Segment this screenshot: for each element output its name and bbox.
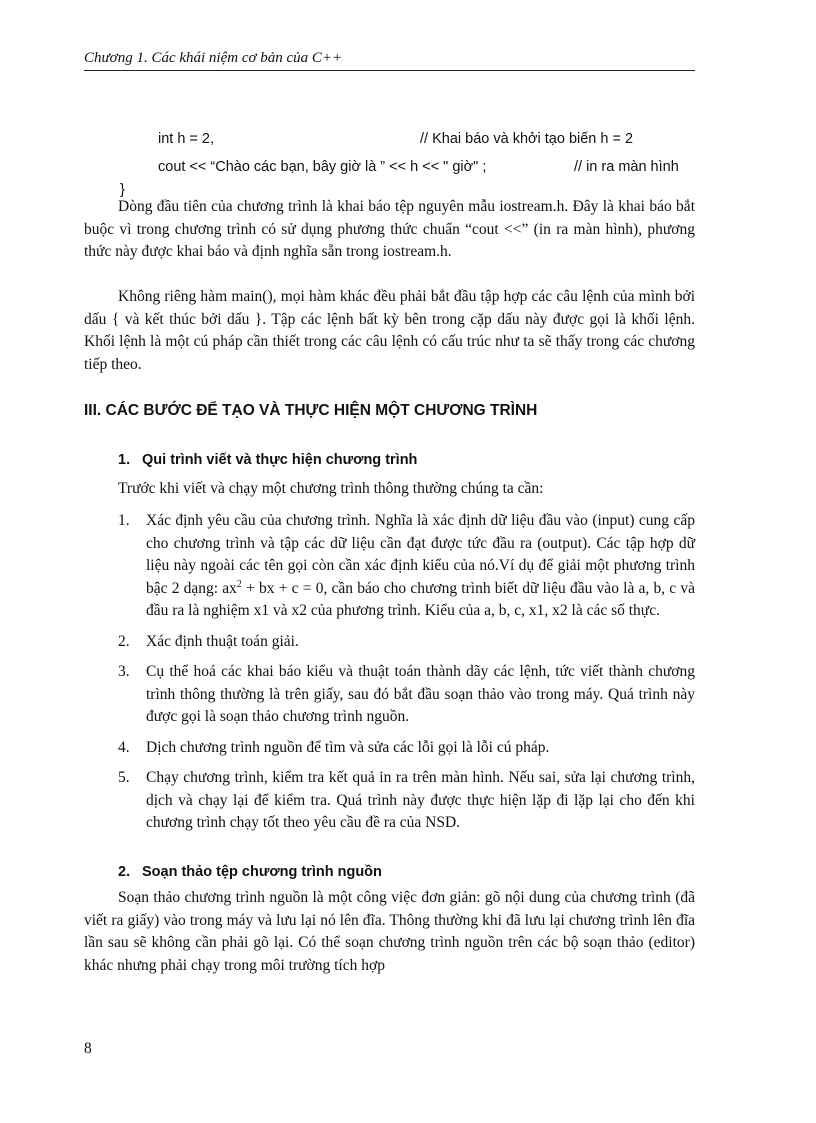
list-item-number: 2. (118, 632, 130, 650)
subsection-heading-2 (118, 864, 382, 880)
page-header (84, 46, 695, 71)
section-heading: III. CÁC BƯỚC ĐỂ TẠO VÀ THỰC HIỆN MỘT CHƯƠNG TRÌNH (84, 402, 538, 419)
list-item (118, 767, 695, 835)
list-item-text: Cụ thể hoá các khai báo kiểu và thuật toán thành dãy các lệnh, tức viết thành chương trình thông thường là trên giấy, sau đó bắt đầu soạn thảo vào trong máy. Quá trình này được gọi là soạn thảo chương trình nguồn. (146, 663, 695, 725)
chapter-title: Chương 1. Các khái niệm cơ bản của C++ (84, 50, 343, 66)
list-item-number: 3. (118, 663, 130, 680)
list-item (118, 510, 695, 623)
list-item (118, 631, 695, 654)
subsection-title-1: Qui trình viết và thực hiện chương trình (142, 452, 418, 468)
code-comment-2: // in ra màn hình (574, 159, 679, 175)
code-statement-1: int h = 2, (158, 131, 215, 147)
subsection-number-1: 1. (118, 452, 131, 468)
code-comment-1: // Khai báo và khởi tạo biến h = 2 (420, 131, 634, 147)
subsection-number-2: 2. (118, 864, 131, 880)
exponent: 2 (236, 578, 242, 590)
paragraph-iostream: Dòng đầu tiên của chương trình là khai báo tệp nguyên mẫu iostream.h. Đây là khai báo bắt buộc vì trong chương trình có sử dụng phương thức chuẩn “cout <<” (in ra màn hình), phương thức này được khai báo và định nghĩa sẵn trong iostream.h. (84, 198, 695, 260)
paragraph-source-editing: Soạn thảo chương trình nguồn là một công việc đơn giản: gõ nội dung của chương trình (đã viết ra giấy) vào trong máy và lưu lại nó lên đĩa. Thông thường khi đã lưu lại chương trình lên đĩa lần sau sẽ không cần phải gõ lại. Có thể soạn chương trình nguồn trên các bộ soạn thảo (editor) khác nhưng phải chạy trong môi trường tích hợp (84, 889, 695, 974)
list-item-text: Dịch chương trình nguồn để tìm và sửa các lỗi gọi là lỗi cú pháp. (146, 738, 550, 756)
subsection-heading-1 (118, 452, 417, 468)
list-item-number: 1. (118, 512, 130, 529)
list-item-text: Xác định yêu cầu của chương trình. Nghĩa là xác định dữ liệu đầu vào (input) cung cấp cho chương trình và tập các dữ liệu cần đạt được tức đầu ra (output). Các tập hợp dữ liệu này ngoài các tên gọi còn cần xác định kiểu của nó.Ví dụ để giải một phương trình bậc 2 dạng: ax (146, 512, 695, 597)
paragraph-code-block: Không riêng hàm main(), mọi hàm khác đều phải bắt đầu tập hợp các câu lệnh của mình bởi dấu { và kết thúc bởi dấu }. Tập các lệnh bất kỳ bên trong cặp dấu này được gọi là khối lệnh. Khối lệnh là một cú pháp cần thiết trong các câu lệnh có cấu trúc như ta sẽ thấy trong các chương tiếp theo. (84, 288, 695, 373)
code-closing-brace: } (120, 182, 125, 198)
list-item (118, 737, 695, 760)
list-item-text: Chạy chương trình, kiểm tra kết quả in ra trên màn hình. Nếu sai, sửa lại chương trình, dịch và chạy lại để kiểm tra. Quá trình này được thực hiện lặp đi lặp lại cho đến khi chương trình chạy tốt theo yêu cầu đề ra của NSD. (146, 769, 695, 831)
list-item-number: 4. (118, 738, 130, 756)
subsection-intro: Trước khi viết và chạy một chương trình thông thường chúng ta cần: (118, 480, 544, 497)
code-statement-2: cout << “Chào các bạn, bây giờ là ” << h << " giờ" ; (158, 159, 487, 175)
subsection-title-2: Soạn thảo tệp chương trình nguồn (142, 864, 382, 880)
list-item-text: Xác định thuật toán giải. (146, 632, 299, 650)
list-item-text-cont: + bx + c = 0, cần báo cho chương trình biết dữ liệu đầu vào là a, b, c và đầu ra là nghiệm x1 và x2 của phương trình. Kiểu của a, b, c, x1, x2 là các số thực. (146, 579, 695, 619)
steps-list (118, 510, 695, 843)
list-item-number: 5. (118, 769, 130, 786)
list-item (118, 661, 695, 729)
page-number: 8 (84, 1040, 92, 1057)
